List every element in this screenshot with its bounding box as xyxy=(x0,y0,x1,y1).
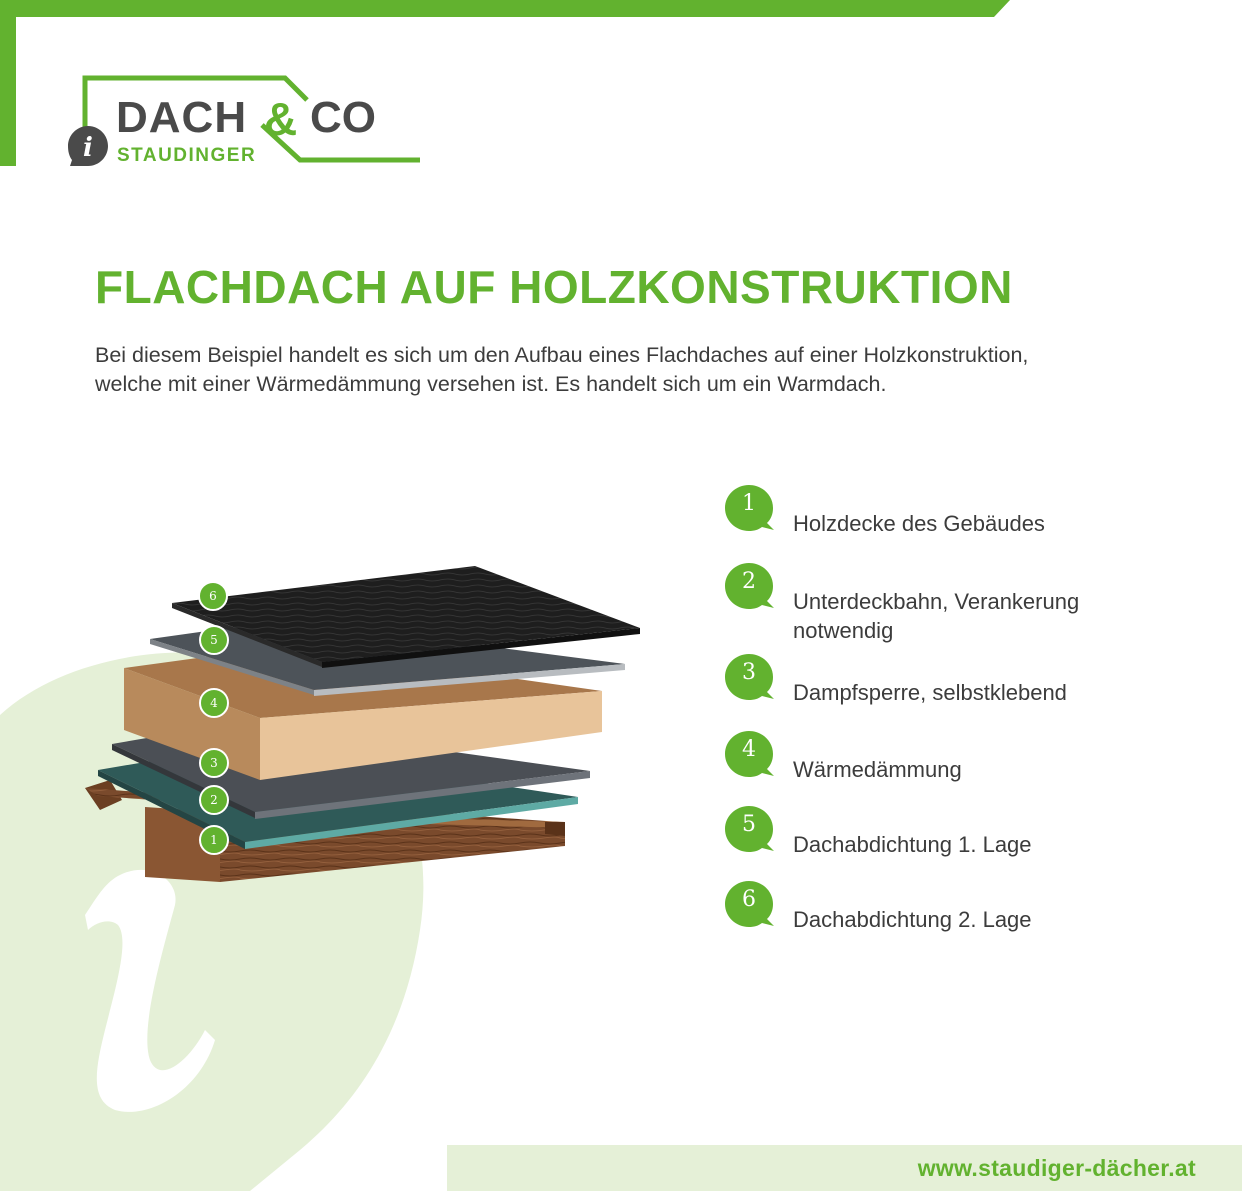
marker-3 xyxy=(200,749,228,777)
brand-suffix: CO xyxy=(310,93,376,142)
legend-number: 3 xyxy=(742,660,756,685)
legend-item xyxy=(724,730,1204,786)
svg-text:5: 5 xyxy=(210,633,218,647)
svg-text:2: 2 xyxy=(210,793,218,807)
legend-item xyxy=(724,562,1204,643)
svg-text:6: 6 xyxy=(209,589,217,603)
legend-label: Dampfsperre, selbstklebend xyxy=(793,680,1067,705)
marker-1 xyxy=(200,826,228,854)
svg-text:3: 3 xyxy=(210,756,218,770)
legend-label: Wärmedämmung xyxy=(793,757,962,782)
brand-name: DACH xyxy=(116,93,248,142)
intro-paragraph: Bei diesem Beispiel handelt es sich um den Aufbau eines Flachdaches auf einer Holzkonstruktion, welche mit einer Wärmedämmung versehen ist. Es handelt sich um ein Warmdach. xyxy=(95,343,1029,396)
legend-label: Holzdecke des Gebäudes xyxy=(793,511,1045,536)
legend-item xyxy=(724,484,1204,540)
legend-item xyxy=(724,880,1204,936)
legend-item xyxy=(724,653,1204,709)
svg-text:i: i xyxy=(83,133,93,163)
legend-number: 1 xyxy=(742,491,756,516)
info-badge-icon xyxy=(66,124,110,168)
svg-text:1: 1 xyxy=(210,833,218,847)
marker-2 xyxy=(200,786,228,814)
marker-5 xyxy=(200,626,228,654)
legend-number: 5 xyxy=(742,812,756,837)
legend-label: Dachabdichtung 2. Lage xyxy=(793,907,1032,932)
legend-item xyxy=(724,805,1204,861)
roof-layer-stack-illustration xyxy=(80,560,660,890)
website-link[interactable]: www.staudiger-dächer.at xyxy=(917,1155,1196,1181)
legend-label: Unterdeckbahn, Verankerung notwendig xyxy=(793,589,1080,643)
legend-number: 6 xyxy=(742,887,756,912)
svg-text:4: 4 xyxy=(210,696,218,710)
marker-6 xyxy=(199,582,227,610)
page-title: FLACHDACH AUF HOLZKONSTRUKTION xyxy=(95,261,1013,313)
legend-number: 2 xyxy=(742,569,756,594)
legend-label: Dachabdichtung 1. Lage xyxy=(793,832,1032,857)
brand-subname: STAUDINGER xyxy=(117,145,257,166)
marker-4 xyxy=(200,689,228,717)
legend-number: 4 xyxy=(742,737,756,762)
brand-ampersand: & xyxy=(264,93,298,145)
